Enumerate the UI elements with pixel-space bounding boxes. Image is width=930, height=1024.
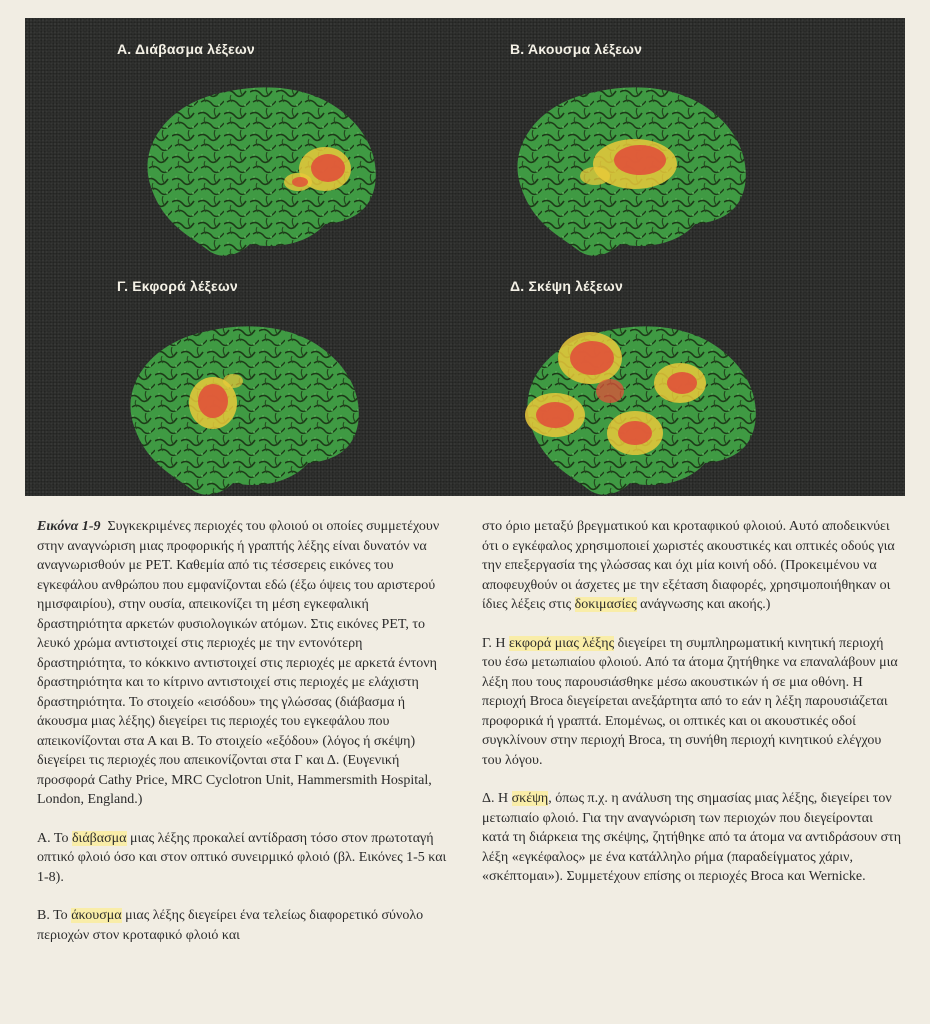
section-b-cont-end: ανάγνωσης και ακοής.) bbox=[636, 597, 771, 612]
panel-d bbox=[465, 257, 905, 496]
section-b-continued bbox=[482, 517, 902, 615]
figure-caption-intro bbox=[37, 517, 447, 810]
section-b bbox=[37, 906, 447, 945]
section-d-prefix: Δ. Η bbox=[482, 791, 512, 806]
section-b-cont-text: στο όριο μεταξύ βρεγματικού και κροταφικού φλοιού. Αυτό αποδεικνύει ότι ο εγκέφαλος χρησιμοποιεί χωριστές ακουστικές και οπτικές οδούς για την επεξεργασία της γλώσσας και όχι μία κοινή οδό. (Προκειμένου να αποφευχθούν οι άσχετες με την εξέταση διαφορές, χρησιμοποιήθηκαν οι ίδιες λέξεις στις bbox=[482, 519, 895, 612]
brain-image-speaking bbox=[103, 303, 383, 503]
section-a-prefix: Α. Το bbox=[37, 830, 72, 846]
panel-a bbox=[25, 18, 465, 257]
section-b-prefix: Β. Το bbox=[37, 908, 72, 923]
panel-c-label: Γ. Εκφορά λέξεων bbox=[117, 278, 238, 294]
section-a-highlight: διάβασμα bbox=[71, 830, 127, 846]
section-d bbox=[482, 789, 902, 887]
section-d-highlight: σκέψη bbox=[511, 791, 549, 806]
section-b-cont-highlight: δοκιμασίες bbox=[574, 597, 637, 612]
panel-b bbox=[465, 18, 905, 257]
figure-id: Εικόνα 1-9 bbox=[37, 519, 101, 534]
panel-d-label: Δ. Σκέψη λέξεων bbox=[510, 278, 623, 294]
caption-right-column bbox=[482, 517, 902, 887]
section-b-highlight: άκουσμα bbox=[71, 908, 122, 923]
section-c-highlight: εκφορά μιας λέξης bbox=[509, 635, 615, 651]
figure-plate bbox=[25, 18, 905, 496]
section-c bbox=[482, 634, 902, 771]
section-d-text: , όπως π.χ. η ανάλυση της σημασίας μιας λέξης, διεγείρει τον μετωπιαίο φλοιό. Για την αναγνώριση των περιοχών που διεγείρονται κατά τη διάρκεια της σκέψης, ζητήθηκε από τα άτομα να αντιδράσουν στη λέξη «εγκέφαλος» με ένα κατάλληλο ρήμα (παραδείγματος χάριν, «σκέπτομαι»). Συμμετέχουν επίσης οι περιοχές Broca και Wernicke. bbox=[482, 791, 902, 884]
section-c-prefix: Γ. Η bbox=[482, 635, 510, 651]
panel-b-label: Β. Άκουσμα λέξεων bbox=[510, 41, 643, 57]
section-a bbox=[37, 829, 447, 888]
section-a-text: μιας λέξης προκαλεί αντίδραση τόσο στον πρωτοταγή οπτικό φλοιό όσο και στον οπτικό συνειρμικό φλοιό (βλ. Εικόνες 1-5 και 1-8). bbox=[37, 830, 447, 885]
brain-image-reading bbox=[120, 64, 400, 264]
panel-c bbox=[25, 257, 465, 496]
caption-left-column bbox=[37, 517, 447, 945]
section-c-text: διεγείρει τη συμπληρωματική κινητική περιοχή του έσω μετωπιαίου φλοιού. Από τα άτομα ζητήθηκε να επαναλάβουν μια λέξη που τους παρουσιάσθηκε μέσω ακουστικών ή σε μια οθόνη. Η περιοχή Broca διεγείρεται ανεξάρτητα από το εάν η λέξη παρουσιάζεται προφορικά ή γραπτά. Επομένως, οι οπτικές και οι ακουστικές οδοί συγκλίνουν στην περιοχή Broca, τη συνήθη περιοχή κινητικού ελέγχου του λόγου. bbox=[482, 635, 898, 768]
brain-image-hearing bbox=[490, 64, 770, 264]
caption-intro-text: Συγκεκριμένες περιοχές του φλοιού οι οποίες συμμετέχουν στην αναγνώριση μιας προφορικής ή γραπτής λέξης είναι δυνατόν να αναγνωρισθούν με PET. Καθεμία από τις τέσσερεις εικόνες του εγκεφάλου ανθρώπου που εμφανίζονται εδώ (έξω όψεις του αριστερού ημισφαιρίου), στην ουσία, απεικονίζει τη μέση εγκεφαλική δραστηριότητα αρκετών φυσιολογικών ατόμων. Στις εικόνες PET, το λευκό χρώμα αντιστοιχεί στις περιοχές με την εντονότερη δραστηριότητα, το κόκκινο αντιστοιχεί στις περιοχές με αρκετά έντονη δραστηριότητα και το κίτρινο αντιστοιχεί στις περιοχές με ελάχιστη δραστηριότητα. Το στοιχείο «εισόδου» της γλώσσας (διάβασμα ή άκουσμα μιας λέξης) διεγείρει τις περιοχές του εγκεφάλου που απεικονίζονται στα Α και Β. Το στοιχείο «εξόδου» (λόγος ή σκέψη) διεγείρει τις περιοχές που απεικονίζονται στα Γ και Δ. (Ευγενική προσφορά Cathy Price, MRC Cyclotron Unit, Hammersmith Hospital, London, England.) bbox=[37, 519, 440, 807]
panel-a-label: Α. Διάβασμα λέξεων bbox=[117, 41, 255, 57]
section-b-text: μιας λέξης διεγείρει ένα τελείως διαφορετικό σύνολο περιοχών στον κροταφικό φλοιό και bbox=[37, 908, 424, 943]
brain-image-thinking bbox=[500, 303, 780, 503]
